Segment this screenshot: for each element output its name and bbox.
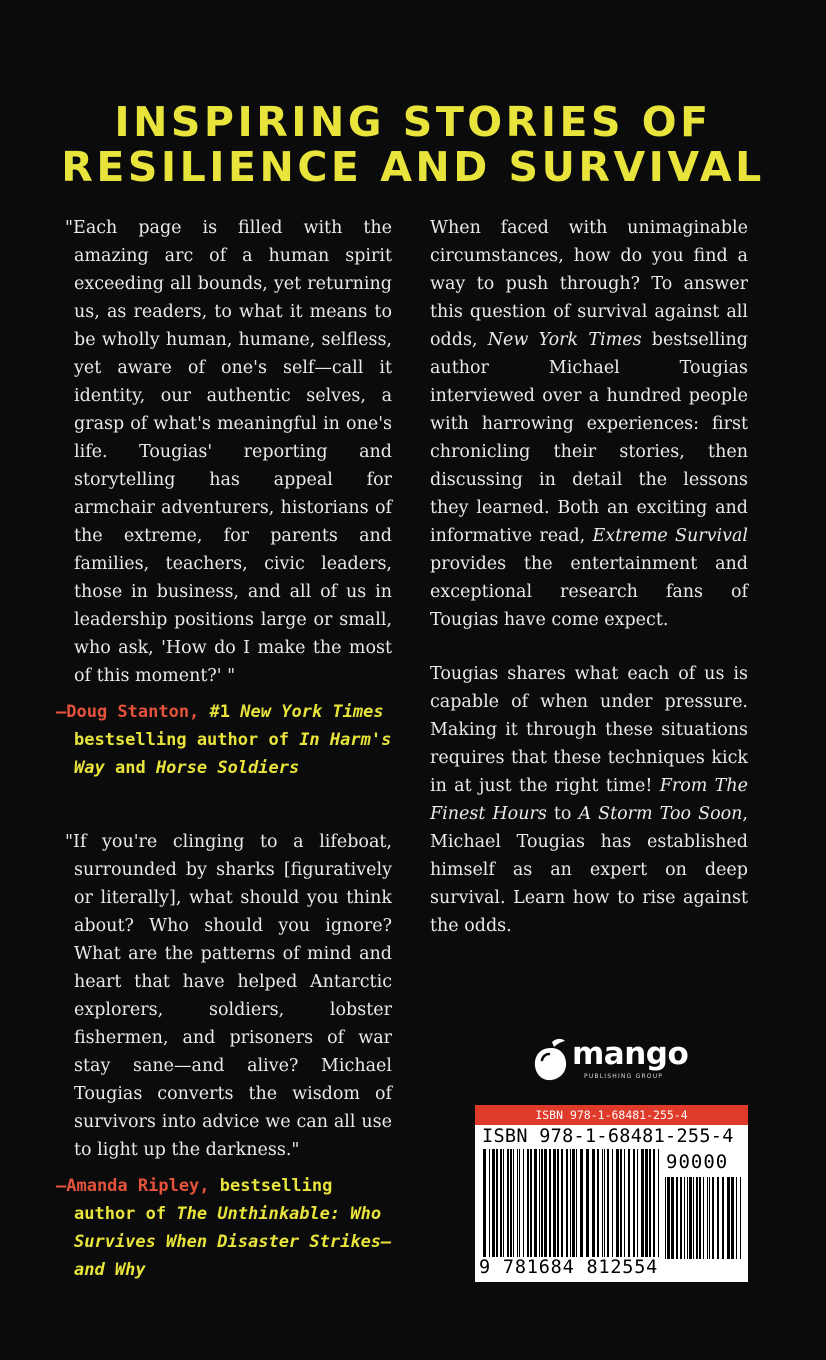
barcode-bar: [684, 1177, 685, 1259]
barcode-bar: [592, 1149, 595, 1257]
barcode-bar: [544, 1149, 547, 1257]
barcode-bar: [549, 1149, 551, 1257]
endorser-book-1a: In Harm's Way: [74, 730, 392, 778]
desc-text: provides the entertainment and exceptional research fans of Tougias have come expect.: [430, 554, 748, 630]
barcode-bar: [607, 1149, 609, 1257]
desc-text: to: [553, 804, 572, 824]
barcode-bar: [712, 1177, 714, 1259]
barcode-bar: [736, 1177, 737, 1259]
barcode-bar: [597, 1149, 599, 1257]
barcode-bar: [500, 1149, 502, 1257]
barcode-addon-bars: [665, 1177, 741, 1259]
barcode-bar: [580, 1149, 583, 1257]
endorser-name-1: —Doug Stanton,: [56, 702, 200, 722]
barcode-bar: [693, 1177, 694, 1259]
desc-text: Tougias shares what each of us is capable of when under pressure. Making it through these situations requires that these techniques kick in at just the right time!: [430, 664, 748, 796]
desc-book-title: Extreme Survival: [592, 526, 748, 546]
barcode-bar: [539, 1149, 540, 1257]
isbn-text: ISBN 978-1-68481-255-4: [482, 1126, 734, 1147]
barcode-bar: [513, 1149, 514, 1257]
barcode-bar: [602, 1149, 603, 1257]
barcode-bar: [616, 1149, 619, 1257]
barcode-bar: [530, 1149, 532, 1257]
mango-fruit-icon: [532, 1038, 570, 1082]
barcode-bar: [620, 1149, 622, 1257]
endorsement-quote-1: "Each page is filled with the amazing arc of a human spirit exceeding all bounds, yet returning us, as readers, to what it means to be wholly human, humane, selfless, yet aware of one's self—call it identity, our authentic selves, a grasp of what's meaningful in one's life. Tougias' reporting and storytelling has appeal for armchair adventurers, historians of the extreme, for parents and families, teachers, civic leaders, those in business, and all of us in leadership positions large or small, who ask, 'How do I make the most of this moment?' ": [65, 218, 392, 686]
desc-publication: New York Times: [487, 330, 642, 350]
barcode-bar: [653, 1149, 655, 1257]
description-paragraph-1: [430, 214, 748, 634]
barcode-bar: [519, 1149, 520, 1257]
barcode-bar: [489, 1149, 490, 1257]
endorser-name-2: —Amanda Ripley,: [56, 1176, 210, 1196]
barcode-bar: [658, 1149, 659, 1257]
barcode-bar: [649, 1149, 651, 1257]
barcode-bar: [557, 1149, 559, 1257]
barcode-bar: [492, 1149, 495, 1257]
endorser-desc-2: bestselling author of: [74, 1176, 333, 1224]
barcode-bar: [633, 1149, 635, 1257]
barcode-bar: [576, 1149, 577, 1257]
barcode-bar: [523, 1149, 524, 1257]
barcode-bar: [689, 1177, 692, 1259]
barcode-bar: [727, 1177, 730, 1259]
endorsements-column: [56, 214, 392, 1284]
barcode-bar: [731, 1177, 734, 1259]
barcode-bar: [624, 1149, 625, 1257]
barcode-bar: [628, 1149, 630, 1257]
desc-text: When faced with unimaginable circumstances, how do you find a way to push through? To answer this question of survival against all odds,: [430, 218, 748, 350]
barcode-bar: [687, 1177, 688, 1259]
description-paragraph-2: [430, 660, 748, 940]
endorser-publication-1: New York Times: [240, 702, 384, 722]
headline-line-1: INSPIRING STORIES OF: [114, 98, 712, 146]
barcode-bar: [510, 1149, 512, 1257]
barcode-bar: [612, 1149, 613, 1257]
barcode-bar: [667, 1177, 670, 1259]
publisher-tagline: PUBLISHING GROUP: [584, 1073, 664, 1080]
barcode-bar: [637, 1149, 638, 1257]
barcode-bar: [717, 1177, 719, 1259]
barcode-bar: [566, 1149, 568, 1257]
barcode-bar: [541, 1149, 543, 1257]
endorser-book-1b: Horse Soldiers: [155, 758, 300, 778]
barcode-bar: [517, 1149, 518, 1257]
desc-text: , Michael Tougias has established himself as an expert on deep survival. Learn how to rise against the odds.: [430, 804, 748, 936]
endorsement-attribution-2: [56, 1172, 392, 1284]
desc-book-title: From The Finest Hours: [430, 776, 748, 824]
barcode-bar: [572, 1149, 575, 1257]
barcode-bar: [740, 1177, 741, 1259]
barcode-bar: [676, 1177, 678, 1259]
barcode-bar: [561, 1149, 563, 1257]
desc-text: bestselling author Michael Tougias interviewed over a hundred people with harrowing experiences: first chronicling their stories, then discussing in detail the lessons they learned. Both an exciting and informative read,: [430, 330, 748, 546]
barcode-bar: [604, 1149, 605, 1257]
isbn-label-band: ISBN 978-1-68481-255-4: [475, 1105, 748, 1125]
barcode-bar: [671, 1177, 674, 1259]
barcode-bar: [496, 1149, 498, 1257]
endorser-book-2: The Unthinkable: Who Survives When Disaster Strikes—and Why: [74, 1204, 392, 1280]
barcode-bar: [722, 1177, 724, 1259]
headline-line-2: RESILIENCE AND SURVIVAL: [61, 143, 765, 191]
barcode-bar: [534, 1149, 537, 1257]
barcode-bar: [507, 1149, 509, 1257]
barcode-bar: [483, 1149, 486, 1257]
publisher-logo: [532, 1032, 702, 1082]
barcode-bar: [699, 1177, 701, 1259]
endorser-desc-1: bestselling author of: [74, 730, 289, 750]
price-code: 90000: [666, 1151, 729, 1173]
barcode-bar: [503, 1149, 504, 1257]
barcode-bar: [527, 1149, 529, 1257]
barcode-bar: [707, 1177, 708, 1259]
ean-number: 9 781684 812554: [479, 1257, 659, 1278]
barcode-bar: [553, 1149, 556, 1257]
barcode-bar: [645, 1149, 648, 1257]
barcode-bar: [680, 1177, 682, 1259]
barcode-bar: [709, 1177, 710, 1259]
barcode-bars: [483, 1149, 659, 1257]
barcode-bar: [641, 1149, 644, 1257]
isbn-barcode: [475, 1105, 748, 1282]
barcode-bar: [570, 1149, 571, 1257]
description-column: [430, 214, 748, 940]
barcode-bar: [665, 1177, 666, 1259]
endorsement-attribution-1: [56, 698, 392, 782]
publisher-name: mango: [572, 1036, 689, 1072]
barcode-bar: [586, 1149, 589, 1257]
endorser-rank-1: #1: [209, 702, 231, 722]
desc-book-title: A Storm Too Soon: [578, 804, 743, 824]
barcode-bar: [696, 1177, 698, 1259]
endorsement-quote-2: "If you're clinging to a lifeboat, surrounded by sharks [figuratively or literally], what should you think about? Who should you ignore? What are the patterns of mind and heart that have helped Antarctic explorers, soldiers, lobster fishermen, and prisoners of war stay sane—and alive? Michael Tougias converts the wisdom of survivors into advice we can all use to light up the darkness.": [65, 832, 392, 1160]
barcode-bar: [703, 1177, 704, 1259]
endorser-and-1: and: [114, 758, 146, 778]
